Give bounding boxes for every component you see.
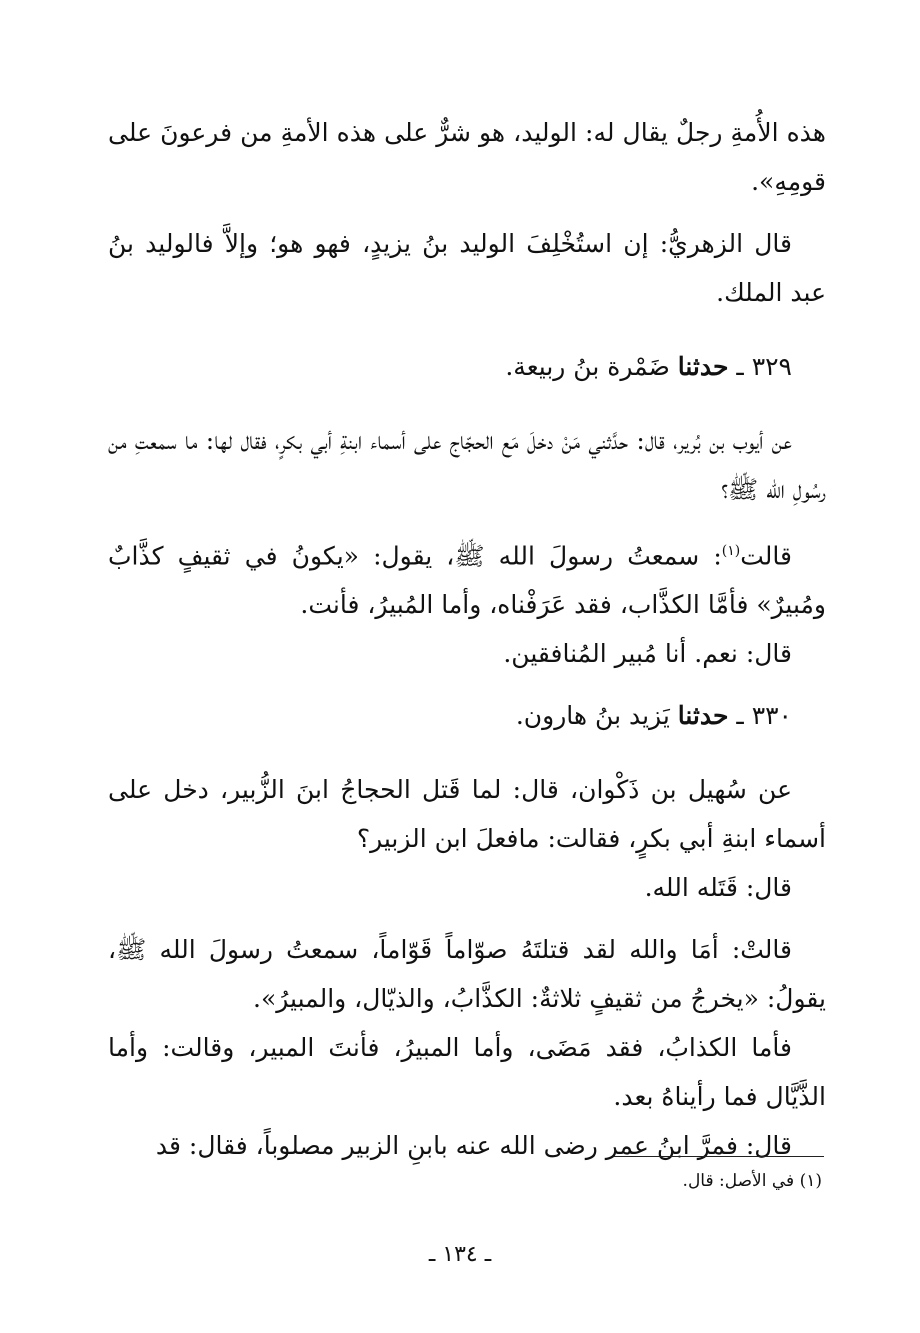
heading-330 <box>108 691 826 740</box>
page-body <box>108 108 826 1170</box>
heading-narrator: ضَمْرة بنُ ربيعة. <box>505 352 670 381</box>
heading-narrator: يَزيد بنُ هارون. <box>515 701 670 731</box>
paragraph-4 <box>108 527 826 629</box>
said-label: قالت <box>740 541 792 571</box>
heading-number: ٣٢٩ ـ <box>736 352 792 381</box>
paragraph-7: قال: قَتَله الله. <box>644 873 792 903</box>
heading-329 <box>108 342 826 391</box>
heading-keyword: حدثنا <box>677 701 729 731</box>
footnote: (١) في الأصل: قال. <box>682 1171 822 1191</box>
paragraph-1: هذه الأُمةِ رجلٌ يقال له: الوليد، هو شرٌّ على هذه الأمةِ من فرعونَ على قومِهِ». <box>108 118 826 196</box>
footnote-ref: (١) <box>721 543 741 559</box>
paragraph-5: قال: نعم. أنا مُبير المُنافقين. <box>503 639 792 669</box>
footnote-divider <box>614 1156 824 1157</box>
paragraph-3: عن أيوب بن بُرير، قال: حدَّثني مَنْ دخلَ مَع الحجّاج على أسماء ابنةِ أبي بكرٍ، فقال لها: ما سمعتِ من رسُولِ الله ﷺ؟ <box>108 426 826 504</box>
paragraph-2: قال الزهريُّ: إن استُخْلِفَ الوليد بنُ يزيدٍ، فهو هو؛ وإلاَّ فالوليد بنُ عبد الملك. <box>108 229 826 307</box>
paragraph-10: قال: فمرَّ ابنُ عمر رضى الله عنه بابنِ الزبير مصلوباً، فقال: قد <box>155 1131 792 1161</box>
paragraph-8: قالتْ: أمَا والله لقد قتلتَهُ صوّاماً قَوّاماً، سمعتُ رسولَ الله ﷺ، يقولُ: «يخرجُ من ثقيفٍ ثلاثةٌ: الكذَّابُ، والذيّال، والمبيرُ». <box>108 935 826 1014</box>
heading-number: ٣٣٠ ـ <box>736 701 792 731</box>
heading-keyword: حدثنا <box>677 352 729 381</box>
paragraph-4-text: سمعتُ رسولَ الله ﷺ، يقول: «يكونُ في ثقيفٍ كذَّابٌ ومُبيرٌ» فأمَّا الكذَّاب، فقد عَرَفْناه، وأما المُبيرُ، فأنت. <box>108 541 826 620</box>
paragraph-9: فأما الكذابُ، فقد مَضَى، وأما المبيرُ، فأنتَ المبير، وقالت: وأما الذَّيَّال فما رأيناهُ بعد. <box>108 1033 826 1112</box>
said-sep: : <box>699 541 722 571</box>
page-number: ـ ١٣٤ ـ <box>428 1242 492 1267</box>
paragraph-6: عن سُهيل بن ذَكْوان، قال: لما قَتل الحجاجُ ابنَ الزُّبير، دخل على أسماء ابنةِ أبي بكرٍ، فقالت: مافعلَ ابن الزبير؟ <box>108 775 826 854</box>
